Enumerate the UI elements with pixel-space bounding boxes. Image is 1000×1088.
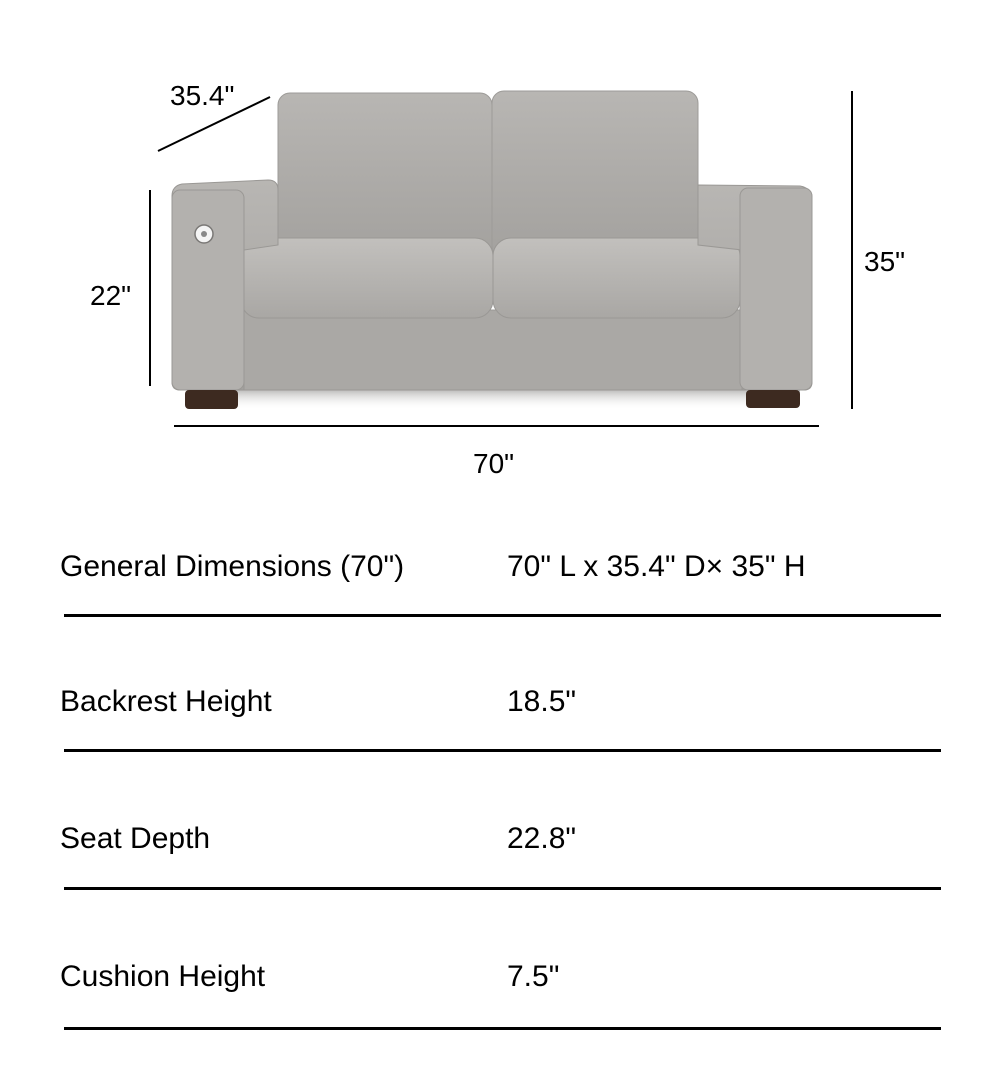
- leg-left: [185, 390, 238, 409]
- back-cushion-left: [278, 93, 492, 258]
- spec-label: General Dimensions (70"): [60, 550, 405, 583]
- spec-label: Seat Depth: [60, 822, 211, 855]
- depth-label: 35.4": [170, 80, 235, 111]
- divider: [64, 1027, 941, 1030]
- spec-value: 18.5": [507, 685, 577, 718]
- sofa-base: [238, 310, 748, 390]
- divider: [64, 887, 941, 890]
- divider: [64, 614, 941, 617]
- spec-row-general-dimensions: [0, 550, 1000, 610]
- spec-row-backrest-height: [0, 685, 1000, 745]
- width-label: 70": [473, 448, 515, 479]
- spec-label: Cushion Height: [60, 960, 266, 993]
- sofa-image: [0, 0, 1000, 480]
- spec-label: Backrest Height: [60, 685, 272, 718]
- dimension-figure: [0, 0, 1000, 480]
- leg-right: [746, 390, 800, 408]
- back-cushion-right: [492, 91, 698, 258]
- spec-value: 22.8": [507, 822, 577, 855]
- spec-value: 7.5": [507, 960, 560, 993]
- spec-row-cushion-height: [0, 960, 1000, 1020]
- arm-height-label: 22": [90, 280, 132, 311]
- overall-height-label: 35": [864, 246, 906, 277]
- spec-value: 70" L x 35.4" D× 35" H: [507, 550, 806, 583]
- seat-cushion-left: [241, 238, 493, 318]
- spec-row-seat-depth: [0, 822, 1000, 882]
- seat-cushion-right: [493, 238, 740, 318]
- divider: [64, 749, 941, 752]
